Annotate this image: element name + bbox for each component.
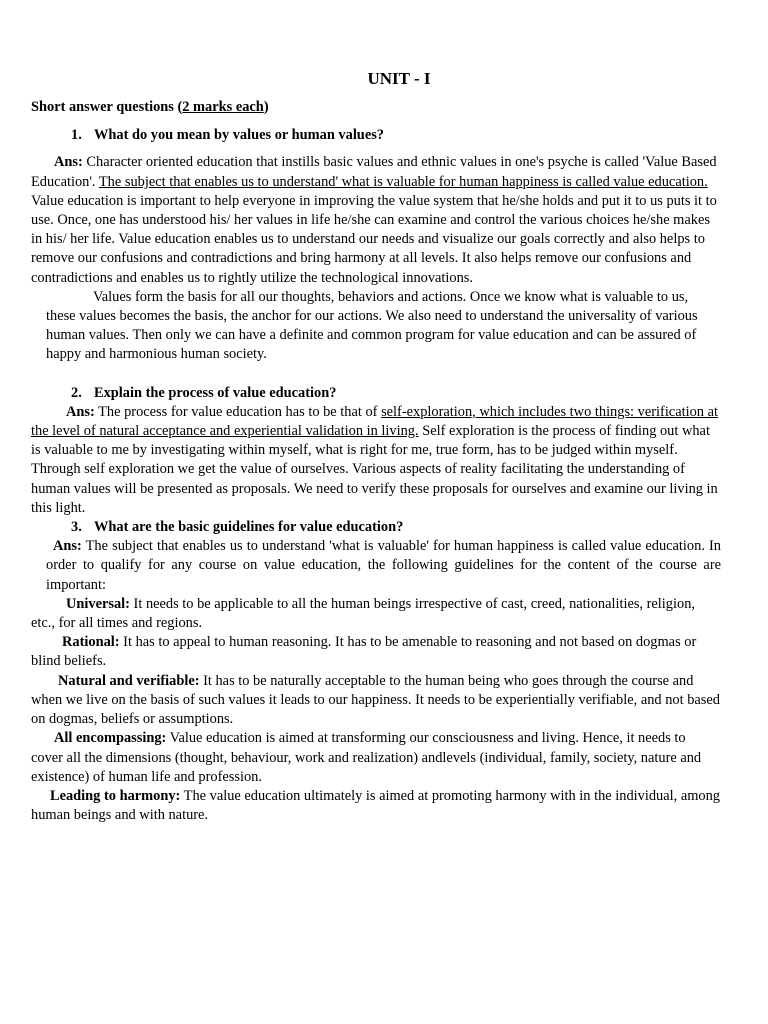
answer-1-paragraph-1: Ans: Character oriented education that instills basic values and ethnic values in one's psyche is called 'Value Based Education'. The subject that enables us to understand' what is valuable for human happiness is called value education. Value education is important to help everyone in improving the value system that he/she holds and put it to us puts it to use. Once, one has understood his/ her values in life he/she can examine and control the various choices he/she makes in his/ her life. Value education enables us to understand our needs and visualize our goals correctly and also helps to remove our confusions and contradictions and bring harmony at all levels. It also helps remove our confusions and contradictions and enables us to rightly utilize the technological innovations. <box>31 154 717 286</box>
guideline-rational: Rational: It has to appeal to human reasoning. It has to be amenable to reasoning and not based on dogmas or blind beliefs. <box>31 634 697 670</box>
question-2: 2. Explain the process of value education? <box>71 384 337 401</box>
answer-2: Ans: The process for value education has to be that of self-exploration, which includes two things: verification at the level of natural acceptance and experiential validation in living. Self exploration is the process of finding out what is valuable to me by investigating within myself, what is right for me, true form, has to be judged within myself. Through self exploration we get the value of ourselves. Various aspects of reality facilitating the understanding of human values will be presented as proposals. We need to verify these proposals for ourselves and examine our living in this light. <box>31 403 718 516</box>
guideline-natural-verifiable: Natural and verifiable: It has to be naturally acceptable to the human being who goes through the course and when we live on the basis of such values it leads to our happiness. It needs to be experientially verifiable, and not based on dogmas, beliefs or assumptions. <box>31 672 720 728</box>
question-1: 1. What do you mean by values or human values? <box>71 127 384 144</box>
marks-note: 2 marks each <box>182 99 264 115</box>
section-heading: Short answer questions (2 marks each) <box>31 99 269 115</box>
page-title: UNIT - I <box>367 69 431 88</box>
answer-1-paragraph-2: Values form the basis for all our thoughts, behaviors and actions. Once we know what is valuable to us, these values becomes the basis, the anchor for our actions. We also need to understand the universality of various human values. Then only we can have a definite and common program for value education and can be assured of happy and harmonious human society. <box>46 288 698 363</box>
document-page <box>31 68 721 825</box>
guideline-universal: Universal: It needs to be applicable to all the human beings irrespective of cast, creed, nationalities, religion, etc., for all times and regions. <box>31 595 695 632</box>
question-3: 3. What are the basic guidelines for value education? <box>71 519 404 536</box>
guideline-leading-harmony: Leading to harmony: The value education ultimately is aimed at promoting harmony with in the individual, among human beings and with nature. <box>31 787 720 824</box>
guideline-all-encompassing: All encompassing: Value education is aimed at transforming our consciousness and living. Hence, it needs to cover all the dimensions (thought, behaviour, work and realization) andlevels (individual, family, society, nature and existence) of human life and profession. <box>31 730 702 785</box>
answer-3-intro: Ans: The subject that enables us to understand 'what is valuable' for human happiness is called value education. In order to qualify for any course on value education, the following guidelines for the content of the course are important: <box>46 538 721 593</box>
